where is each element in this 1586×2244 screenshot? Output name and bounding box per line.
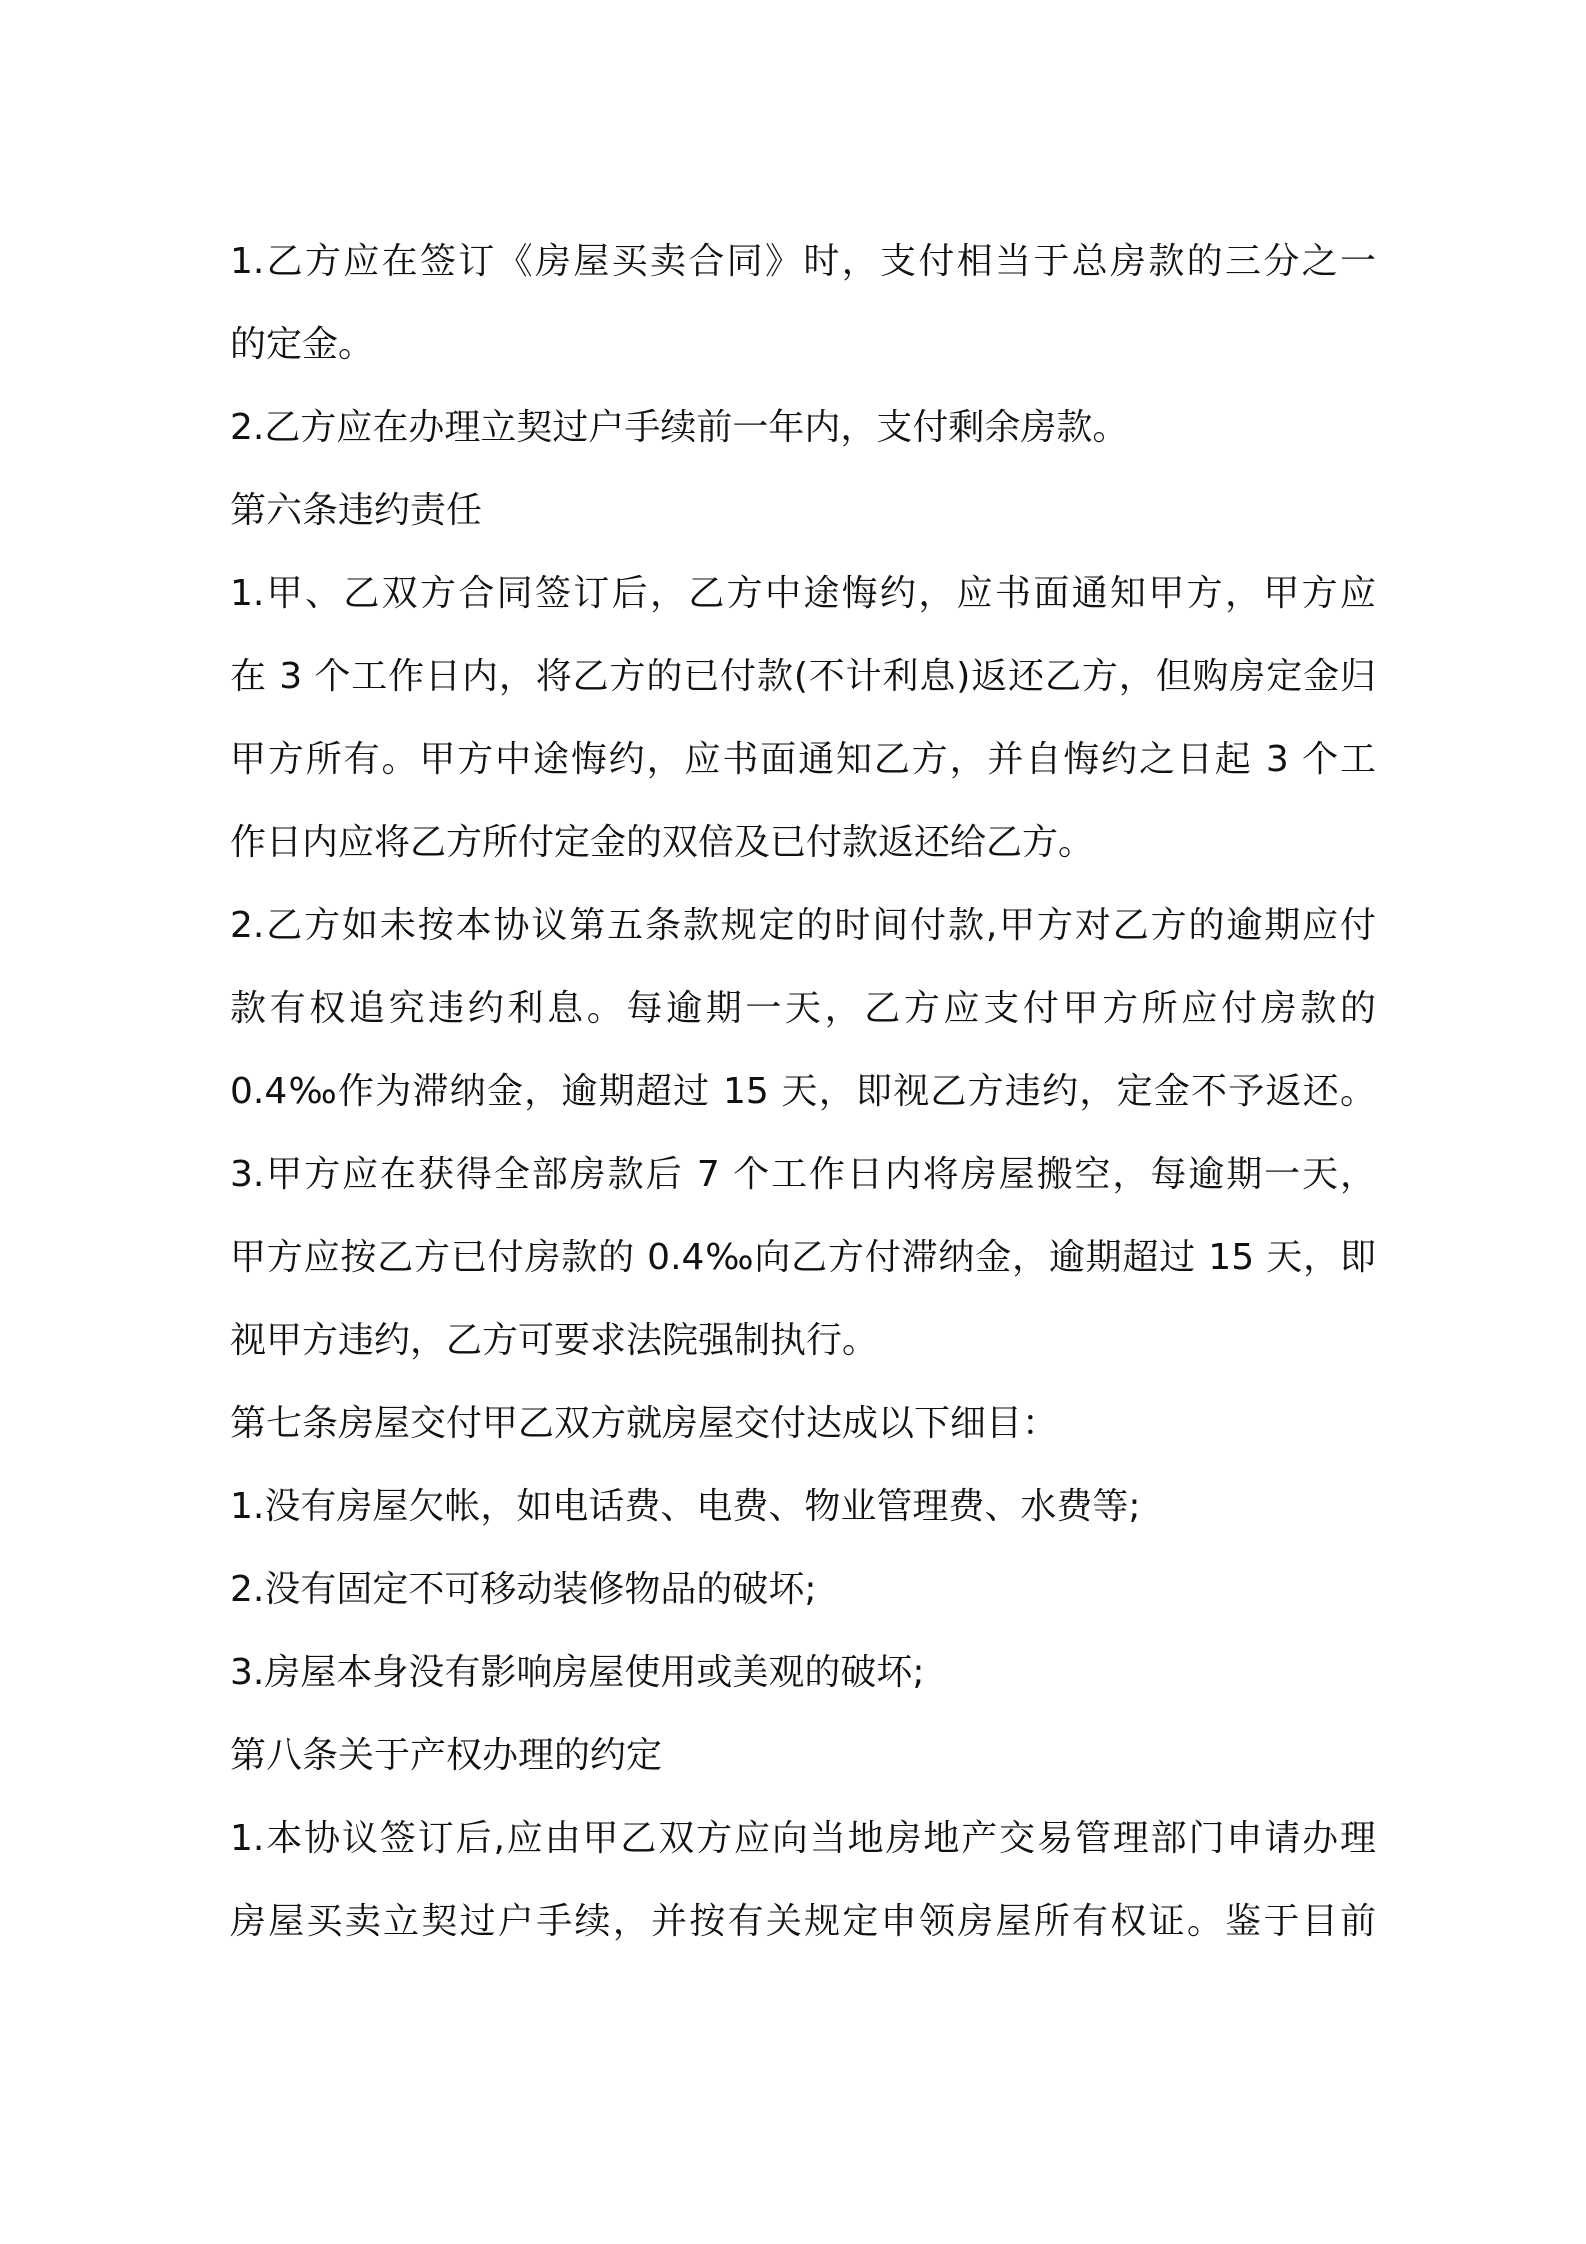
text-line: 房屋买卖立契过户手续，并按有关规定申领房屋所有权证。鉴于目前 [230,1901,1376,1942]
section-heading: 第六条违约责任 [230,490,483,531]
text-line: 甲方所有。甲方中途悔约，应书面通知乙方，并自悔约之日起 3 个工 [230,739,1376,780]
text-line: 2.没有固定不可移动装修物品的破坏; [230,1569,817,1610]
text-line: 1.本协议签订后,应由甲乙双方应向当地房地产交易管理部门申请办理 [230,1818,1376,1859]
text-line: 2.乙方如未按本协议第五条款规定的时间付款,甲方对乙方的逾期应付 [230,905,1376,946]
text-line: 2.乙方应在办理立契过户手续前一年内，支付剩余房款。 [230,407,1129,448]
text-line: 3.甲方应在获得全部房款后 7 个工作日内将房屋搬空，每逾期一天， [230,1154,1376,1195]
text-line: 在 3 个工作日内，将乙方的已付款(不计利息)返还乙方，但购房定金归 [230,656,1376,697]
text-line: 作日内应将乙方所付定金的双倍及已付款返还给乙方。 [230,822,1095,863]
contract-text [230,220,1376,1963]
text-line: 3.房屋本身没有影响房屋使用或美观的破坏; [230,1652,925,1693]
section-heading: 第八条关于产权办理的约定 [230,1735,663,1776]
text-line: 0.4‰作为滞纳金，逾期超过 15 天，即视乙方违约，定金不予返还。 [230,1071,1376,1112]
text-line: 甲方应按乙方已付房款的 0.4‰向乙方付滞纳金，逾期超过 15 天，即 [230,1237,1376,1278]
text-line: 款有权追究违约利息。每逾期一天，乙方应支付甲方所应付房款的 [230,988,1376,1029]
text-line: 1.没有房屋欠帐，如电话费、电费、物业管理费、水费等; [230,1486,1141,1527]
text-line: 1.乙方应在签订《房屋买卖合同》时，支付相当于总房款的三分之一 [230,241,1376,282]
text-line: 1.甲、乙双方合同签订后，乙方中途悔约，应书面通知甲方，甲方应 [230,573,1376,614]
text-line: 的定金。 [230,324,375,365]
text-line: 视甲方违约，乙方可要求法院强制执行。 [230,1320,879,1361]
section-heading: 第七条房屋交付甲乙双方就房屋交付达成以下细目： [230,1403,1059,1444]
